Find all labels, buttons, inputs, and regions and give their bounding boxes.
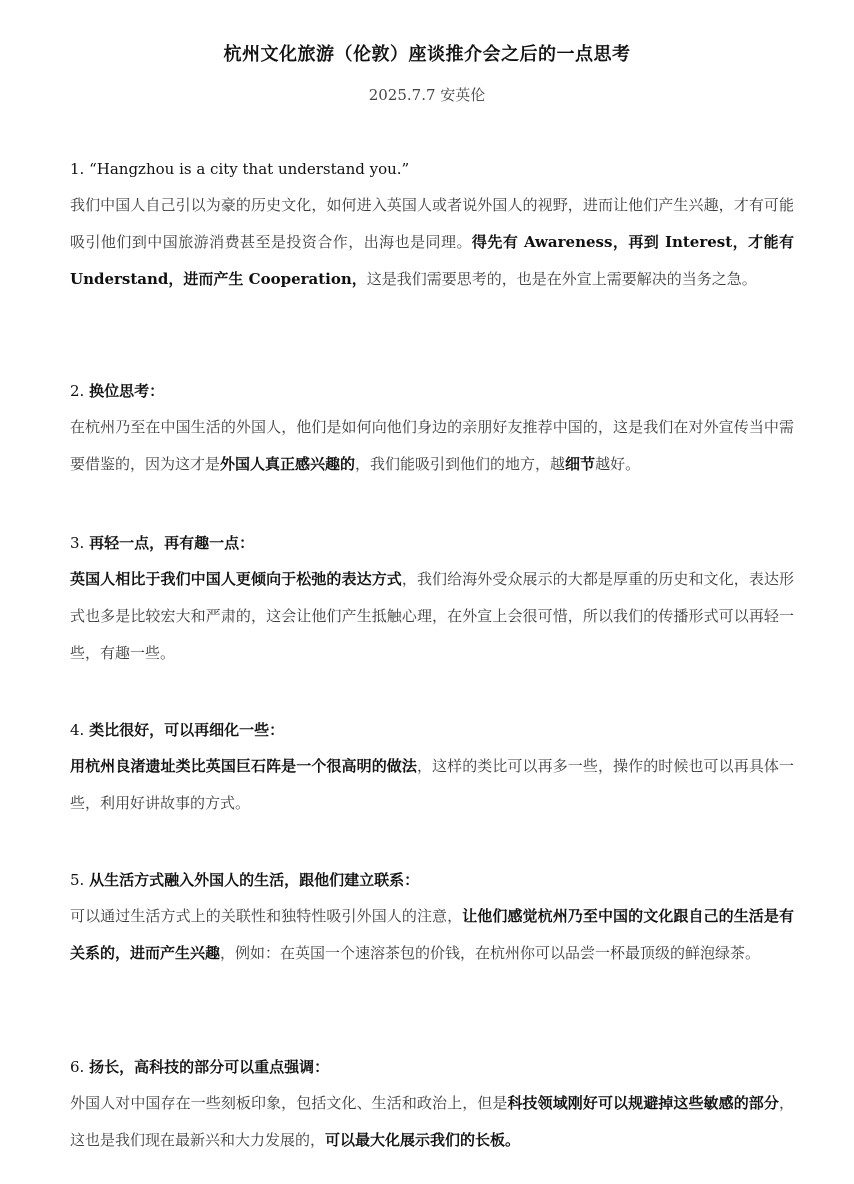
text-run-bold: 用杭州良渚遗址类比英国巨石阵是一个很高明的做法 (70, 757, 417, 775)
text-run: 这是我们需要思考的，也是在外宣上需要解决的当务之急。 (366, 270, 757, 288)
text-run: 可以通过生活方式上的关联性和独特性吸引外国人的注意， (70, 907, 463, 925)
section-1 (70, 159, 794, 298)
section-number: 1. (70, 160, 85, 178)
section-paragraph (70, 1085, 794, 1159)
section-title: 再轻一点，再有趣一点： (89, 534, 255, 552)
section-number: 5. (70, 871, 85, 889)
section-paragraph (70, 748, 794, 822)
text-run-bold: 细节 (565, 455, 596, 473)
text-run: 在杭州乃至在中国生活的外国人，他们是如何向他们身边的亲朋好友推荐中国的，这是我们在对外宣传当中需要借鉴的，因为这才是 (70, 418, 794, 473)
section-heading (70, 870, 794, 890)
section-number: 2. (70, 382, 85, 400)
text-run-bold: 英国人相比于我们中国人更倾向于松弛的表达方式 (70, 570, 402, 588)
section-heading (70, 381, 794, 401)
section-4 (70, 720, 794, 822)
section-5 (70, 870, 794, 972)
section-title: 从生活方式融入外国人的生活，跟他们建立联系： (89, 871, 420, 889)
section-title: 换位思考： (89, 382, 165, 400)
text-run: ，我们给海外受众展示的大都是厚重的历史和文化，表达形式也多是比较宏大和严肃的，这会让他们产生抵触心理，在外宣上会很可惜，所以我们的传播形式可以再轻一些，有趣一些。 (70, 570, 794, 662)
section-number: 3. (70, 534, 85, 552)
section-3 (70, 533, 794, 672)
text-run-bold: 得先有 Awareness，再到 Interest，才能有 Understand，进而产生 Cooperation， (70, 233, 794, 288)
text-run-bold: 让他们感觉杭州乃至中国的文化跟自己的生活是有关系的，进而产生兴趣 (70, 907, 794, 962)
section-2 (70, 381, 794, 483)
section-title: 扬长，高科技的部分可以重点强调： (89, 1058, 330, 1076)
section-paragraph (70, 561, 794, 672)
section-heading (70, 159, 794, 179)
text-run: ，例如：在英国一个速溶茶包的价钱，在杭州你可以品尝一杯最顶级的鲜泡绿茶。 (220, 944, 761, 962)
section-6 (70, 1057, 794, 1159)
text-run: ，这样的类比可以再多一些，操作的时候也可以再具体一些，利用好讲故事的方式。 (70, 757, 794, 812)
section-number: 4. (70, 721, 85, 739)
text-run: ，我们能吸引到他们的地方，越 (355, 455, 566, 473)
section-paragraph (70, 409, 794, 483)
text-run: 我们中国人自己引以为豪的历史文化，如何进入英国人或者说外国人的视野，进而让他们产生兴趣，才有可能吸引他们到中国旅游消费甚至是投资合作，出海也是同理。 (70, 196, 794, 251)
text-run: 越好。 (595, 455, 641, 473)
section-number: 6. (70, 1058, 85, 1076)
section-title: 类比很好，可以再细化一些： (89, 721, 285, 739)
section-heading (70, 720, 794, 740)
text-run-bold: 外国人真正感兴趣的 (220, 455, 356, 473)
text-run-bold: 可以最大化展示我们的长板。 (325, 1131, 521, 1149)
section-title: “Hangzhou is a city that understand you.” (89, 160, 410, 178)
text-run-bold: 科技领域刚好可以规避掉这些敏感的部分 (507, 1094, 779, 1112)
section-paragraph (70, 187, 794, 298)
section-heading (70, 533, 794, 553)
text-run: ，这也是我们现在最新兴和大力发展的， (70, 1094, 794, 1149)
document-byline: 2025.7.7 安英伦 (368, 86, 486, 104)
text-run: 外国人对中国存在一些刻板印象，包括文化、生活和政治上，但是 (70, 1094, 508, 1112)
section-paragraph (70, 898, 794, 972)
section-heading (70, 1057, 794, 1077)
document-title: 杭州文化旅游（伦敦）座谈推介会之后的一点思考 (223, 44, 631, 65)
